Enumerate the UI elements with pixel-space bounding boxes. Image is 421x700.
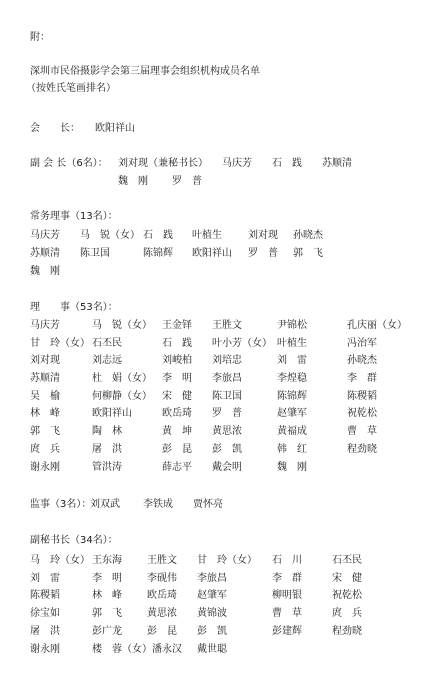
member-name: 尹锦松	[277, 320, 307, 331]
member-name: 陶 林	[92, 426, 122, 437]
member-name: 孔庆丽（女）	[347, 320, 407, 331]
member-name: 彭建辉	[272, 626, 302, 637]
member-name: 柳明银	[272, 590, 302, 601]
member-name: 谢永刚	[30, 644, 60, 655]
member-name: 刘对现	[30, 355, 60, 366]
member-name: 甘 玲（女）	[30, 338, 90, 349]
member-name: 刘 雷	[30, 573, 60, 584]
member-name: 叶植生	[277, 338, 307, 349]
member-name: 李 群	[272, 573, 302, 584]
member-name: 黄锦波	[197, 608, 227, 619]
member-name: 彭广龙	[92, 626, 122, 637]
member-name: 彭 凯	[197, 626, 227, 637]
member-name: 马庆芳	[30, 230, 60, 241]
member-name: 祝乾松	[347, 408, 377, 419]
member-name: 程劲晓	[347, 444, 377, 455]
member-name: 刘对现（兼秘书长）	[118, 158, 208, 169]
member-name: 戴会明	[212, 462, 242, 473]
member-name: 彭 昆	[147, 626, 177, 637]
document-title: 深圳市民俗摄影学会第三届理事会组织机构成员名单	[30, 66, 260, 77]
member-name: 刘志远	[92, 355, 122, 366]
member-name: 欧岳琦	[162, 408, 192, 419]
member-name: 陈稷韬	[30, 590, 60, 601]
member-name: 屠 洪	[30, 626, 60, 637]
member-name: 管洪涛	[92, 462, 122, 473]
member-name: 彭 昆	[162, 444, 192, 455]
member-name: 李煌稳	[277, 373, 307, 384]
member-name: 楼 蓉（女）潘永汉	[92, 644, 182, 655]
member-name: 罗 普	[172, 176, 202, 187]
standing-directors-label: 常务理事（13名）：	[30, 211, 118, 222]
member-name: 苏顺清	[30, 373, 60, 384]
president-label: 会 长：	[30, 123, 80, 134]
member-name: 黄 坤	[162, 426, 192, 437]
member-name: 贾怀亮	[193, 499, 223, 510]
member-name: 李 明	[162, 373, 192, 384]
member-name: 马 锐（女）	[80, 230, 140, 241]
member-name: 孙晓杰	[293, 230, 323, 241]
member-name: 赵肇军	[197, 590, 227, 601]
member-name: 黄思浓	[212, 426, 242, 437]
member-name: 王东海	[92, 555, 122, 566]
member-name: 程劲晓	[332, 626, 362, 637]
member-name: 罗 普	[248, 248, 278, 259]
member-name: 吴 榆	[30, 391, 60, 402]
member-name: 何柳静（女）	[92, 391, 152, 402]
member-name: 冯治军	[347, 338, 377, 349]
member-name: 王金铎	[162, 320, 192, 331]
member-name: 欧阳祥山	[92, 408, 132, 419]
member-name: 李砚伟	[147, 573, 177, 584]
member-name: 郭 飞	[92, 608, 122, 619]
member-name: 魏 刚	[118, 176, 148, 187]
member-name: 薛志平	[162, 462, 192, 473]
member-name: 宋 健	[162, 391, 192, 402]
member-name: 刘 雷	[277, 355, 307, 366]
member-name: 苏顺清	[30, 248, 60, 259]
member-name: 刘峻柏	[162, 355, 192, 366]
member-name: 石丕民	[92, 338, 122, 349]
member-name: 谢永刚	[30, 462, 60, 473]
member-name: 曹 草	[347, 426, 377, 437]
supervisors-label: 监事（3名）：	[30, 499, 92, 510]
member-name: 王胜文	[212, 320, 242, 331]
member-name: 欧阳祥山	[192, 248, 232, 259]
member-name: 郭 飞	[293, 248, 323, 259]
member-name: 陈卫国	[80, 248, 110, 259]
member-name: 黄福成	[277, 426, 307, 437]
member-name: 李旅昌	[212, 373, 242, 384]
member-name: 叶小芳（女）	[212, 338, 272, 349]
member-name: 赵肇军	[277, 408, 307, 419]
member-name: 苏顺清	[322, 158, 352, 169]
member-name: 马庆芳	[30, 320, 60, 331]
member-name: 孙晓杰	[347, 355, 377, 366]
member-name: 石 践	[162, 338, 192, 349]
member-name: 李 明	[92, 573, 122, 584]
member-name: 石丕民	[332, 555, 362, 566]
member-name: 祝乾松	[332, 590, 362, 601]
member-name: 魏 刚	[277, 462, 307, 473]
member-name: 石 川	[272, 555, 302, 566]
member-name: 郭 飞	[30, 426, 60, 437]
member-name: 罗 普	[212, 408, 242, 419]
member-name: 李旅昌	[197, 573, 227, 584]
member-name: 林 峰	[92, 590, 122, 601]
member-name: 杜 娟（女）	[92, 373, 152, 384]
member-name: 刘对现	[248, 230, 278, 241]
member-name: 屠 洪	[92, 444, 122, 455]
member-name: 庹 兵	[30, 444, 60, 455]
member-name: 刘培忠	[212, 355, 242, 366]
member-name: 曹 草	[272, 608, 302, 619]
president-name: 欧阳祥山	[95, 123, 135, 134]
member-name: 戴世聪	[197, 644, 227, 655]
member-name: 陈锦辉	[277, 391, 307, 402]
member-name: 马 玲（女）	[30, 555, 90, 566]
member-name: 李铁成	[143, 499, 173, 510]
member-name: 王胜文	[147, 555, 177, 566]
member-name: 彭 凯	[212, 444, 242, 455]
member-name: 马 锐（女）	[92, 320, 152, 331]
member-name: 陈稷韬	[347, 391, 377, 402]
document-subtitle: （按姓氏笔画排名）	[26, 83, 116, 94]
member-name: 石 践	[143, 230, 173, 241]
member-name: 黄思浓	[147, 608, 177, 619]
member-name: 庹 兵	[332, 608, 362, 619]
member-name: 李 群	[347, 373, 377, 384]
member-name: 马庆芳	[222, 158, 252, 169]
member-name: 石 践	[272, 158, 302, 169]
appendix-label: 附：	[30, 32, 50, 43]
member-name: 甘 玲（女）	[197, 555, 257, 566]
vice-presidents-label: 副 会 长（6名）：	[30, 158, 108, 169]
member-name: 陈锦辉	[143, 248, 173, 259]
member-name: 陈卫国	[212, 391, 242, 402]
member-name: 宋 健	[332, 573, 362, 584]
member-name: 徐宝如	[30, 608, 60, 619]
directors-label: 理 事（53名）：	[30, 302, 118, 313]
member-name: 欧岳琦	[147, 590, 177, 601]
member-name: 韩 红	[277, 444, 307, 455]
member-name: 叶植生	[192, 230, 222, 241]
member-name: 魏 刚	[30, 266, 60, 277]
member-name: 林 峰	[30, 408, 60, 419]
member-name: 刘双武	[90, 499, 120, 510]
deputy-secretaries-label: 副秘书长（34名）：	[30, 535, 118, 546]
